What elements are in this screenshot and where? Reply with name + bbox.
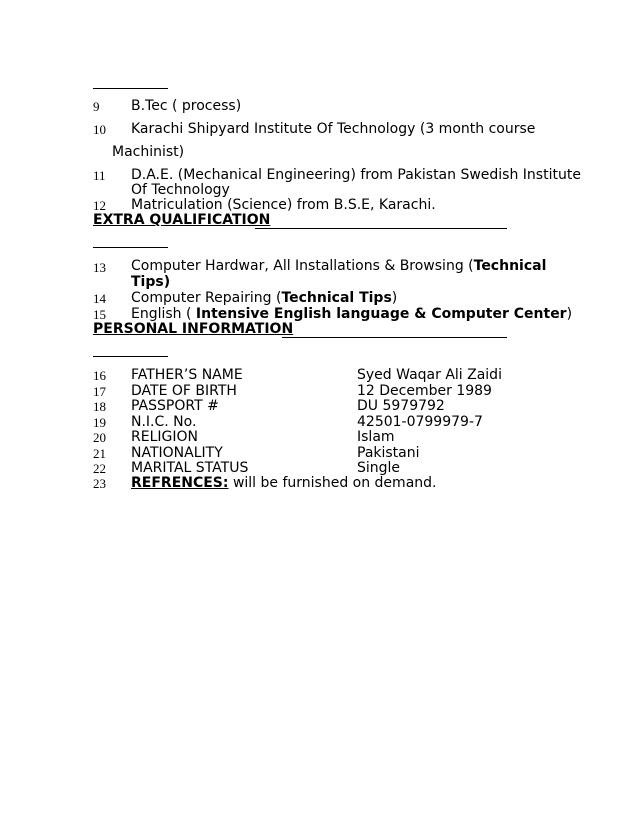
education-item-continuation: Machinist): [112, 144, 185, 160]
education-item: D.A.E. (Mechanical Engineering) from Pakistan Swedish Institute: [131, 167, 581, 183]
item-number: 10: [93, 122, 106, 137]
personal-info-value: Islam: [357, 429, 395, 445]
item-number: 12: [93, 198, 106, 213]
references-text: will be furnished on demand.: [228, 475, 437, 491]
personal-info-label: N.I.C. No.: [131, 414, 197, 430]
personal-info-label: NATIONALITY: [131, 445, 223, 461]
personal-info-label: FATHER’S NAME: [131, 367, 243, 383]
education-item: Matriculation (Science) from B.S.E, Karachi.: [131, 197, 436, 213]
item-number: 22: [93, 461, 106, 476]
personal-info-label: RELIGION: [131, 429, 198, 445]
extra-item-text: ): [391, 290, 398, 306]
extra-item-text: English (: [131, 306, 196, 322]
references-line: [131, 475, 436, 491]
item-number: 11: [93, 168, 106, 183]
extra-item: [131, 258, 545, 274]
item-number: 18: [93, 399, 106, 414]
section-heading-personal-information: PERSONAL INFORMATION: [93, 321, 294, 337]
item-number: 15: [93, 307, 106, 322]
section-heading-extra-qualification: EXTRA QUALIFICATION: [93, 212, 271, 228]
extra-item-continuation: Tips): [131, 274, 171, 290]
personal-info-value: Single: [357, 460, 401, 476]
item-number: 19: [93, 415, 106, 430]
item-number: 9: [93, 99, 100, 114]
extra-item-bold: Intensive English language & Computer Center: [195, 306, 567, 322]
extra-item: [131, 306, 572, 322]
personal-info-label: DATE OF BIRTH: [131, 383, 237, 399]
heading-underline: [255, 228, 507, 229]
separator-rule: [93, 247, 168, 248]
extra-item-text: Computer Hardwar, All Installations & Browsing (: [131, 258, 474, 274]
item-number: 20: [93, 430, 106, 445]
item-number: 16: [93, 368, 106, 383]
personal-info-value: DU 5979792: [357, 398, 445, 414]
separator-rule: [93, 356, 168, 357]
heading-underline: [282, 337, 507, 338]
extra-item-text: ): [566, 306, 573, 322]
personal-info-value: 42501-0799979-7: [357, 414, 483, 430]
extra-item-text: Computer Repairing (: [131, 290, 282, 306]
extra-item-bold: Technical Tips: [281, 290, 392, 306]
personal-info-value: Syed Waqar Ali Zaidi: [357, 367, 502, 383]
item-number: 21: [93, 446, 106, 461]
extra-item: [131, 290, 397, 306]
item-number: 17: [93, 384, 106, 399]
education-item: B.Tec ( process): [131, 98, 242, 114]
education-item: Karachi Shipyard Institute Of Technology (3 month course: [131, 121, 536, 137]
separator-rule: [93, 88, 168, 89]
personal-info-value: Pakistani: [357, 445, 420, 461]
personal-info-value: 12 December 1989: [357, 383, 492, 399]
item-number: 13: [93, 260, 106, 275]
personal-info-label: MARITAL STATUS: [131, 460, 249, 476]
extra-item-bold: Technical: [473, 258, 547, 274]
item-number: 23: [93, 476, 106, 491]
personal-info-label: PASSPORT #: [131, 398, 219, 414]
item-number: 14: [93, 291, 106, 306]
references-label: REFRENCES:: [131, 475, 229, 491]
education-item-continuation: Of Technology: [131, 182, 230, 198]
